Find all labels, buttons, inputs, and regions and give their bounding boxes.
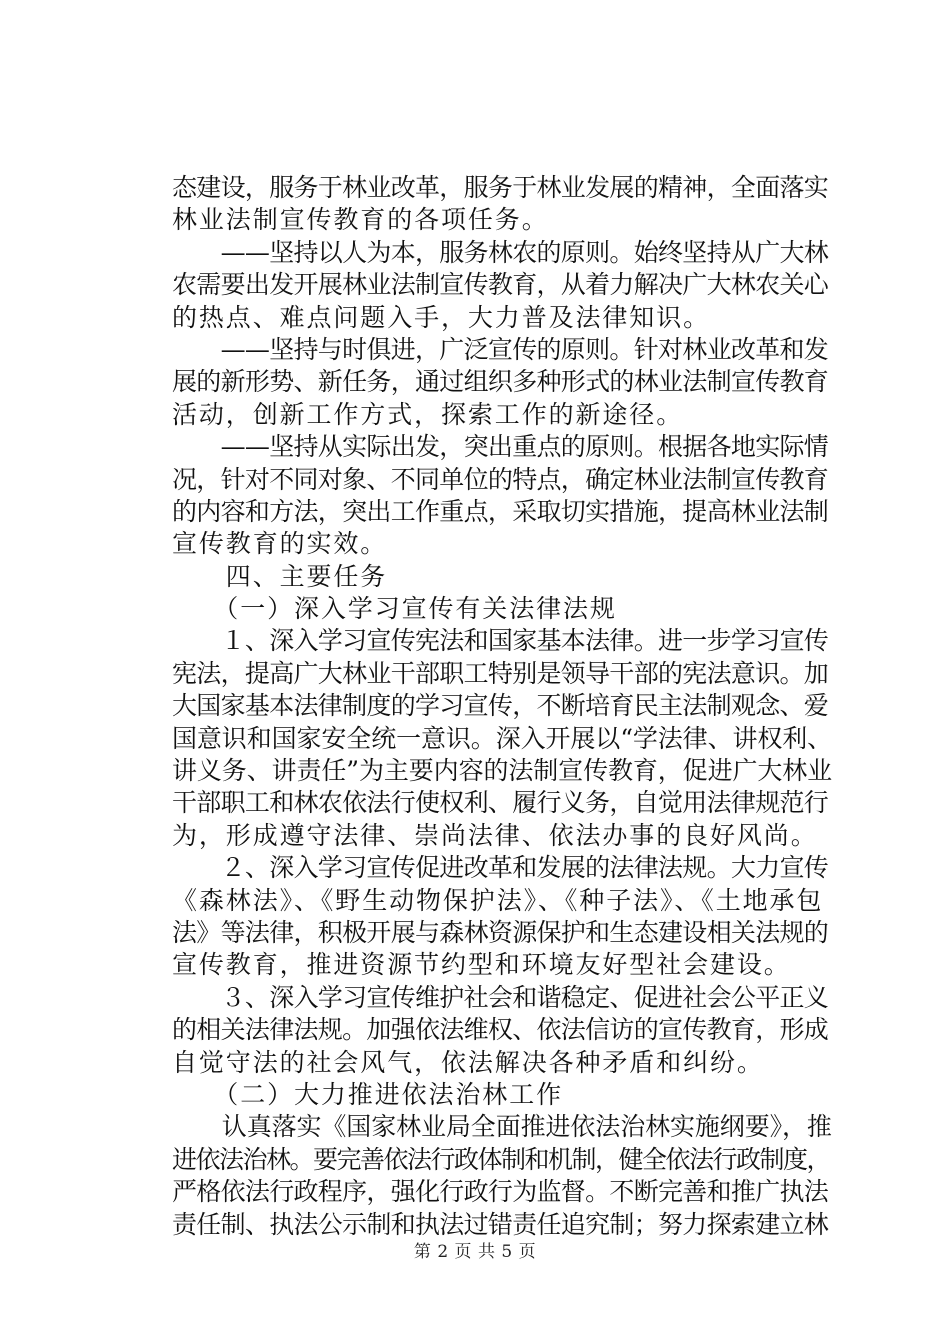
text-line: 的内容和方法，突出工作重点，采取切实措施，提高林业法制	[172, 496, 829, 526]
subsection-heading: （一）深入学习宣传有关法律法规	[172, 594, 617, 624]
text-line: ——坚持从实际出发，突出重点的原则。根据各地实际情	[172, 432, 829, 462]
text-line: 活动，创新工作方式，探索工作的新途径。	[172, 399, 684, 429]
text-line: 的相关法律法规。加强依法维权、依法信访的宣传教育，形成	[172, 1015, 829, 1045]
page-footer: 第 2 页 共 5 页	[413, 1242, 537, 1262]
text-line: 《森林法》、《野生动物保护法》、《种子法》、《土地承包	[172, 885, 824, 915]
text-line: 林业法制宣传教育的各项任务。	[172, 205, 549, 235]
text-line: 自觉守法的社会风气，依法解决各种矛盾和纠纷。	[172, 1047, 764, 1077]
text-line: 讲义务、讲责任”为主要内容的法制宣传教育，促进广大林业	[172, 756, 833, 786]
text-line: 进依法治林。要完善依法行政体制和机制，健全依法行政制度，	[172, 1144, 831, 1174]
text-line: 认真落实《国家林业局全面推进依法治林实施纲要》，推	[172, 1112, 832, 1142]
text-line: 宪法，提高广大林业干部职工特别是领导干部的宪法意识。加	[172, 658, 829, 688]
text-line: ——坚持以人为本，服务林农的原则。始终坚持从广大林	[172, 237, 829, 267]
document-body	[172, 172, 832, 1241]
text-line: 责任制、执法公示制和执法过错责任追究制；努力探索建立林	[172, 1209, 829, 1239]
text-line: 展的新形势、新任务，通过组织多种形式的林业法制宣传教育	[172, 367, 829, 397]
text-line: ３、深入学习宣传维护社会和谐稳定、促进社会公平正义	[172, 982, 829, 1012]
text-line: 的热点、难点问题入手，大力普及法律知识。	[172, 302, 711, 332]
text-line: 严格依法行政程序，强化行政行为监督。不断完善和推广执法	[172, 1177, 829, 1207]
text-line: 宣传教育，推进资源节约型和环境友好型社会建设。	[172, 950, 791, 980]
subsection-heading: （二）大力推进依法治林工作	[172, 1079, 564, 1109]
text-line: 干部职工和林农依法行使权利、履行义务，自觉用法律规范行	[172, 788, 829, 818]
text-line: 法》等法律，积极开展与森林资源保护和生态建设相关法规的	[172, 917, 829, 947]
section-heading: 四、主要任务	[172, 561, 388, 591]
text-line: 态建设，服务于林业改革，服务于林业发展的精神，全面落实	[172, 173, 829, 202]
text-line: ——坚持与时俱进，广泛宣传的原则。针对林业改革和发	[172, 334, 829, 364]
text-line: 国意识和国家安全统一意识。深入开展以“学法律、讲权利、	[172, 723, 833, 753]
text-line: 农需要出发开展林业法制宣传教育，从着力解决广大林农关心	[172, 270, 829, 300]
text-line: ２、深入学习宣传促进改革和发展的法律法规。大力宣传	[172, 853, 829, 883]
text-line: 宣传教育的实效。	[172, 529, 388, 559]
text-line: １、深入学习宣传宪法和国家基本法律。进一步学习宣传	[172, 626, 829, 656]
text-line: 为，形成遵守法律、崇尚法律、依法办事的良好风尚。	[172, 820, 818, 850]
text-line: 大国家基本法律制度的学习宣传，不断培育民主法制观念、爱	[172, 691, 829, 721]
text-line: 况，针对不同对象、不同单位的特点，确定林业法制宣传教育	[172, 464, 829, 494]
